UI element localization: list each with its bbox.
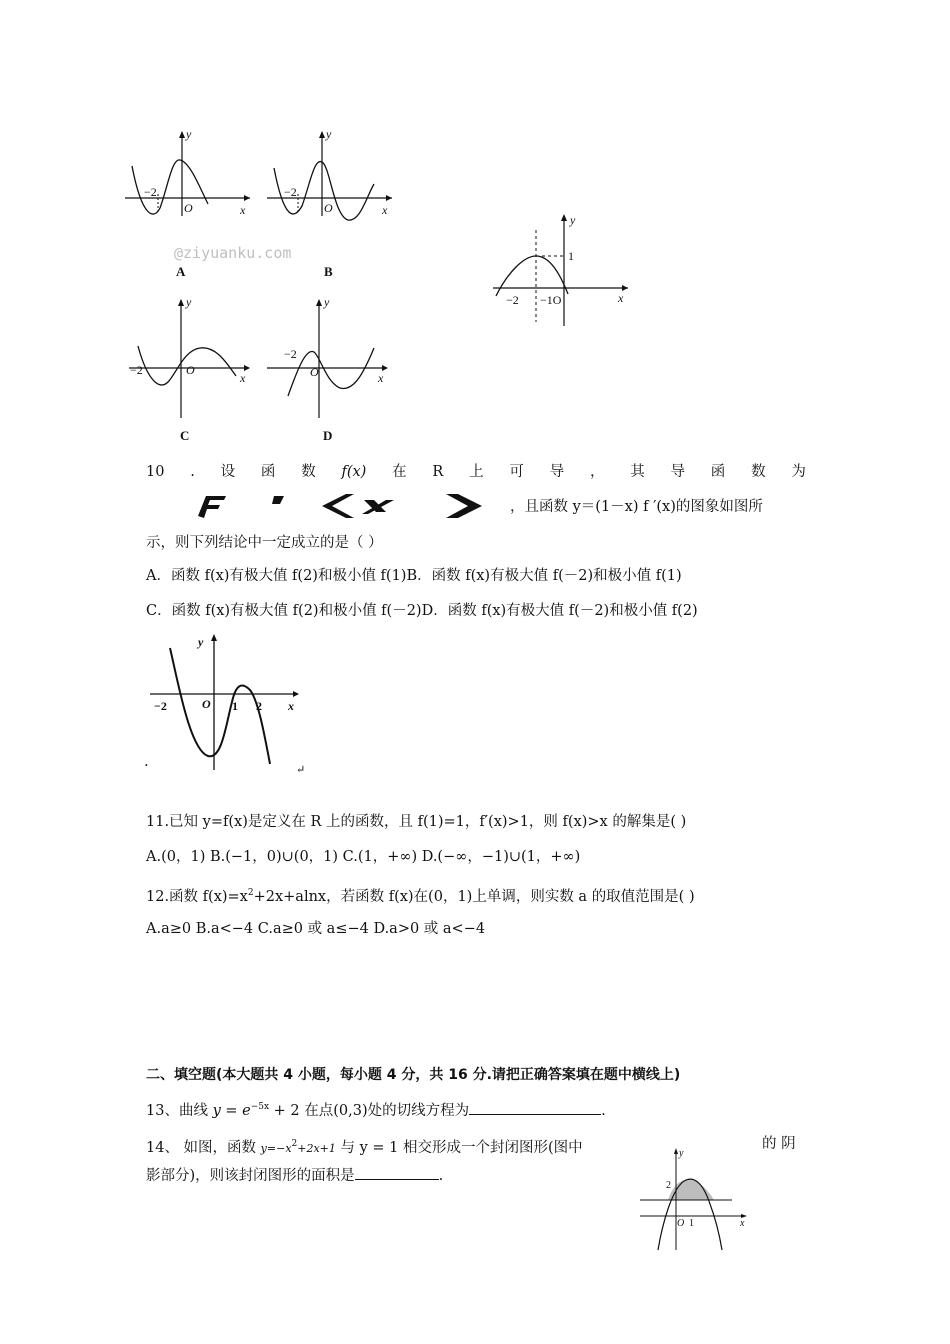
q10-stem-line2: ，且函数 y＝(1－x) f ′(x)的图象如图所 [510, 499, 763, 515]
word: R [432, 464, 444, 480]
y-axis-label: y [198, 635, 204, 649]
tick-neg1-origin: −1O [540, 293, 562, 307]
option-b-label: B [324, 264, 333, 279]
q13-exponent: −5x [250, 1102, 270, 1112]
graph-q10 [146, 632, 306, 772]
word: 设 [220, 464, 236, 480]
watermark: @ziyuanku.com [174, 244, 292, 262]
q12-stem [146, 883, 695, 907]
word: . [190, 464, 195, 480]
paragraph-mark: ↵ [296, 763, 306, 776]
x-axis-label: x [740, 1218, 745, 1229]
origin-label: O [677, 1218, 685, 1229]
y-axis-label: y [324, 295, 330, 309]
q13-pre: 13、曲线 [146, 1102, 213, 1119]
section-2-heading: 二、填空题(本大题共 4 小题，每小题 4 分，共 16 分.请把正确答案填在题中横线上) [146, 1067, 681, 1083]
graph-option-c [124, 296, 259, 421]
word: 上 [469, 464, 484, 480]
q14-formula: y=−x [260, 1141, 292, 1155]
origin-label: O [202, 697, 211, 711]
q14-sup: 2 [291, 1139, 298, 1149]
tick-neg2: −2 [506, 293, 519, 307]
q13-post: 在点(0,3)处的切线方程为 [299, 1102, 470, 1119]
q14-line2: 影部分)，则该封闭图形的面积是 [146, 1168, 355, 1184]
q10-options-ab: A．函数 f(x)有极大值 f(2)和极小值 f(1)B．函数 f(x)有极大值 f(－2)和极小值 f(1) [146, 568, 682, 584]
origin-label: O [310, 365, 319, 379]
tick-one: 1 [568, 249, 574, 263]
q14-stem-line1 [146, 1134, 583, 1159]
tick-neg2: −2 [154, 699, 167, 713]
y-axis-label: y [186, 127, 192, 141]
graph-q14 [636, 1146, 754, 1251]
option-d-label: D [323, 428, 333, 443]
q14-stem-line2 [146, 1165, 443, 1186]
tick-one: 1 [689, 1218, 694, 1229]
q14-formula-tail: +2x+1 [297, 1141, 336, 1155]
word: f(x) [341, 464, 367, 480]
word: 函 [710, 464, 726, 480]
q12-stem-a: 12.函数 f(x)=x [146, 888, 248, 905]
word: 导 [549, 464, 565, 480]
graph-reference [488, 210, 633, 330]
x-axis-label: x [382, 203, 388, 217]
y-axis-label: y [326, 127, 332, 141]
origin-label: O [184, 201, 193, 215]
word: 数 [751, 464, 766, 480]
tick-neg2: −2 [284, 347, 297, 361]
q11-stem: 11.已知 y=f(x)是定义在 R 上的函数，且 f(1)=1，f′(x)>1，则 f(x)>x 的解集是( ) [146, 814, 687, 830]
q11-options: A.(0，1) B.(−1，0)∪(0，1) C.(1，+∞) D.(−∞，−1)∪(1，+∞) [146, 849, 581, 865]
answer-blank[interactable] [469, 1100, 601, 1115]
word: 10 [146, 464, 165, 480]
option-c-label: C [180, 428, 190, 443]
q10-dot: . [144, 754, 149, 770]
tick-neg2: −2 [284, 185, 297, 199]
graph-option-a [120, 128, 255, 218]
word: 在 [392, 464, 407, 480]
tick-two: 2 [666, 1180, 671, 1191]
q12-sup: 2 [247, 888, 254, 898]
word: 其 [630, 464, 645, 480]
word: ， [589, 464, 605, 480]
q13-formula-tail: + 2 [269, 1102, 300, 1119]
graph-option-b [262, 128, 397, 218]
y-axis-label: y [679, 1148, 684, 1159]
q10-stem-line1 [146, 462, 806, 482]
q14-pre: 14、 如图，函数 [146, 1139, 261, 1156]
graph-option-d [262, 296, 397, 421]
word: 函 [260, 464, 276, 480]
word: 导 [670, 464, 685, 480]
x-axis-label: x [378, 371, 384, 385]
option-a-label: A [176, 264, 186, 279]
y-axis-label: y [186, 295, 192, 309]
q10-options-cd: C．函数 f(x)有极大值 f(2)和极小值 f(－2)D．函数 f(x)有极大值 f(－2)和极小值 f(2) [146, 603, 698, 619]
word: 为 [791, 464, 806, 480]
origin-label: O [186, 363, 195, 377]
x-axis-label: x [288, 699, 294, 713]
q14-end: . [438, 1168, 444, 1184]
y-axis-label: y [570, 213, 576, 227]
origin-label: O [324, 201, 333, 215]
q10-stem-line3: 示，则下列结论中一定成立的是（ ） [146, 535, 383, 551]
word: 可 [509, 464, 524, 480]
tick-neg2: −2 [130, 363, 143, 377]
x-axis-label: x [618, 291, 624, 305]
tick-one: 1 [232, 699, 238, 713]
q13-stem [146, 1097, 606, 1121]
word: 数 [301, 464, 316, 480]
q14-mid: 与 y = 1 相交形成一个封闭图形(图中 [335, 1139, 583, 1156]
tick-neg2: −2 [144, 185, 157, 199]
tick-two: 2 [256, 699, 262, 713]
q12-stem-b: +2x+alnx，若函数 f(x)在(0，1)上单调，则实数 a 的取值范围是( ) [253, 888, 695, 905]
q13-formula: y = e [212, 1102, 251, 1119]
x-axis-label: x [240, 203, 246, 217]
q13-end: . [601, 1102, 606, 1119]
x-axis-label: x [240, 371, 246, 385]
q12-options: A.a≥0 B.a<−4 C.a≥0 或 a≤−4 D.a>0 或 a<−4 [146, 921, 486, 937]
answer-blank[interactable] [355, 1165, 439, 1180]
q14-tail: 的 阴 [762, 1136, 796, 1152]
formula-fprime-image [196, 492, 501, 520]
